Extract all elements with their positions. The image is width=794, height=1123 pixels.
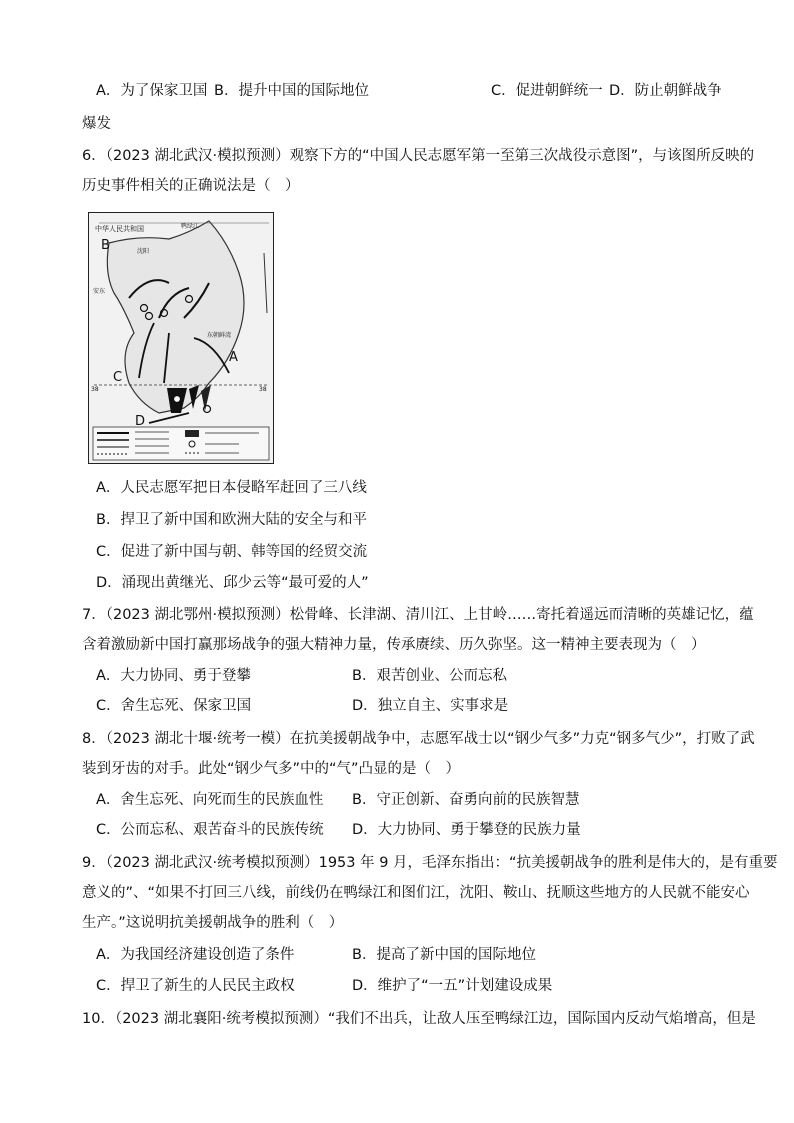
q9-stem-line3: 生产。”这说明抗美援朝战争的胜利（ ） [82,915,344,931]
q10-stem-line1: 10．（2023 湖北襄阳·统考模拟预测）“我们不出兵，让敌人压至鸭绿江边，国际国内反动气焰增高，但是 [82,1011,756,1027]
q6-stem-line1: 6．（2023 湖北武汉·模拟预测）观察下方的“中国人民志愿军第一至第三次战役示意图”，与该图所反映的 [82,148,755,164]
map-lat-left: 38 [91,386,99,393]
q8-option-a: A．舍生忘死、向死而生的民族血性 [96,792,324,808]
map-river-label: 鸭绿江 [181,223,200,230]
map-label-d: D [135,414,146,429]
map-sea-label: 东朝鲜湾 [207,332,232,339]
q8-stem-line1: 8．（2023 湖北十堰·统考一模）在抗美援朝战争中，志愿军战士以“钢少气多”力克“钢多气少”，打败了武 [82,731,755,747]
q5-option-d: D．防止朝鲜战争 [609,83,722,99]
q7-option-c: C．舍生忘死、保家卫国 [96,698,252,714]
map-label-a: A [229,350,238,365]
battle-map-svg [89,213,273,463]
map-label-c: C [113,370,123,385]
q6-stem-line2: 历史事件相关的正确说法是（ ） [82,178,300,194]
q7-option-a: A．大力协同、勇于登攀 [96,668,251,684]
map-city-label-1: 沈阳 [137,248,150,255]
map-city-label-2: 安东 [93,288,106,295]
q5-option-d-continued: 爆发 [82,116,111,132]
q9-stem-line1: 9．（2023 湖北武汉·统考模拟预测）1953 年 9 月，毛泽东指出：“抗美援朝战争的胜利是伟大的，是有重要 [82,855,778,871]
q6-option-c: C．促进了新中国与朝、韩等国的经贸交流 [96,544,368,560]
map-title: 中华人民共和国 [95,225,144,233]
q6-option-b: B．捍卫了新中国和欧洲大陆的安全与和平 [96,512,367,528]
q8-option-d: D．大力协同、勇于攀登的民族力量 [352,822,581,838]
q6-option-d: D．涌现出黄继光、邱少云等“最可爱的人” [96,575,369,591]
q9-option-b: B．提高了新中国的国际地位 [352,947,536,963]
q7-option-d: D．独立自主、实事求是 [352,698,509,714]
map-label-b: B [101,238,110,253]
q5-option-a: A．为了保家卫国 [96,83,208,99]
map-lat-right: 38 [259,386,267,393]
q8-option-b: B．守正创新、奋勇向前的民族智慧 [352,792,580,808]
q9-option-d: D．维护了“一五”计划建设成果 [352,978,553,994]
q9-option-c: C．捍卫了新生的人民民主政权 [96,978,295,994]
q9-option-a: A．为我国经济建设创造了条件 [96,947,295,963]
q7-stem-line2: 含着激励新中国打赢那场战争的强大精神力量，传承赓续、历久弥坚。这一精神主要表现为（ ） [82,637,706,653]
battle-map-figure [88,212,274,464]
q5-option-c: C．促进朝鲜统一 [491,83,603,99]
q9-stem-line2: 意义的”、“如果不打回三八线，前线仍在鸭绿江和图们江，沈阳、鞍山、抚顺这些地方的人民就不能安心 [82,885,750,901]
q7-option-b: B．艰苦创业、公而忘私 [352,668,507,684]
q5-option-b: B．提升中国的国际地位 [214,83,369,99]
q8-option-c: C．公而忘私、艰苦奋斗的民族传统 [96,822,324,838]
q8-stem-line2: 装到牙齿的对手。此处“钢少气多”中的“气”凸显的是（ ） [82,761,461,777]
q6-option-a: A．人民志愿军把日本侵略军赶回了三八线 [96,480,367,496]
q7-stem-line1: 7．（2023 湖北鄂州·模拟预测）松骨峰、长津湖、清川江、上甘岭……寄托着遥远而清晰的英雄记忆，蕴 [82,607,754,623]
